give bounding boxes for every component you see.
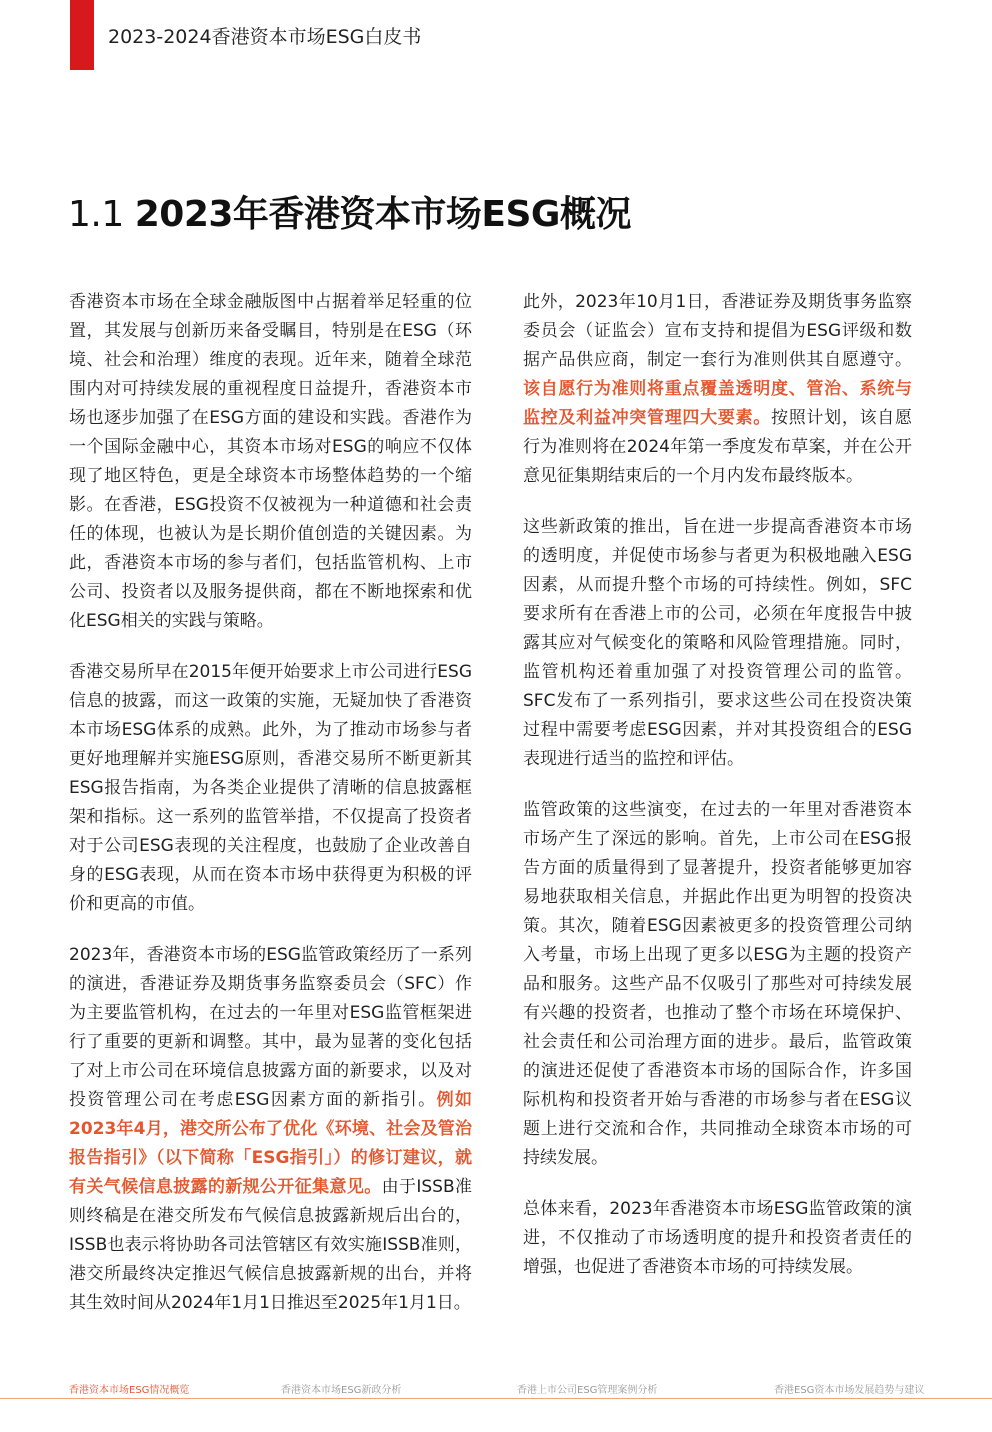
paragraph [69, 941, 472, 1318]
paragraph: 香港资本市场在全球金融版图中占据着举足轻重的位置，其发展与创新历来备受瞩目，特别是在ESG（环境、社会和治理）维度的表现。近年来，随着全球范围内对可持续发展的重视程度日益提升，香港资本市场也逐步加强了在ESG方面的建设和实践。香港作为一个国际金融中心，其资本市场对ESG的响应不仅体现了地区特色，更是全球资本市场整体趋势的一个缩影。在香港，ESG投资不仅被视为一种道德和社会责任的体现，也被认为是长期价值创造的关键因素。为此，香港资本市场的参与者们，包括监管机构、上市公司、投资者以及服务提供商，都在不断地探索和优化ESG相关的实践与策略。 [69, 292, 472, 631]
paragraph: 总体来看，2023年香港资本市场ESG监管政策的演进，不仅推动了市场透明度的提升和投资者责任的增强，也促进了香港资本市场的可持续发展。 [523, 1199, 912, 1277]
footer-nav-cases[interactable]: 香港上市公司ESG管理案例分析 [517, 1385, 658, 1396]
left-column [69, 288, 472, 1340]
footer-nav-overview[interactable]: 香港资本市场ESG情况概览 [69, 1385, 190, 1396]
footer-nav-trends[interactable]: 香港ESG资本市场发展趋势与建议 [774, 1385, 925, 1396]
footer-nav-policy[interactable]: 香港资本市场ESG新政分析 [281, 1385, 402, 1396]
paragraph-text: 此外，2023年10月1日，香港证券及期货事务监察委员会（证监会）宣布支持和提倡为ESG评级和数据产品供应商，制定一套行为准则供其自愿遵守。 [523, 292, 912, 370]
paragraph: 监管政策的这些演变，在过去的一年里对香港资本市场产生了深远的影响。首先，上市公司在ESG报告方面的质量得到了显著提升，投资者能够更加容易地获取相关信息，并据此作出更为明智的投资决策。其次，随着ESG因素被更多的投资管理公司纳入考量，市场上出现了更多以ESG为主题的投资产品和服务。这些产品不仅吸引了那些对可持续发展有兴趣的投资者，也推动了整个市场在环境保护、社会责任和公司治理方面的进步。最后，监管政策的演进还促使了香港资本市场的国际合作，许多国际机构和投资者开始与香港的市场参与者在ESG议题上进行交流和合作，共同推动全球资本市场的可持续发展。 [523, 800, 912, 1168]
paragraph-text: 2023年，香港资本市场的ESG监管政策经历了一系列的演进，香港证券及期货事务监察委员会（SFC）作为主要监管机构，在过去的一年里对ESG监管框架进行了重要的更新和调整。其中，最为显著的变化包括了对上市公司在环境信息披露方面的新要求，以及对投资管理公司在考虑ESG因素方面的新指引。 [69, 945, 472, 1110]
section-title-text: 2023年香港资本市场ESG概况 [134, 194, 631, 235]
paragraph [523, 288, 912, 491]
paragraph: 香港交易所早在2015年便开始要求上市公司进行ESG信息的披露，而这一政策的实施，无疑加快了香港资本市场ESG体系的成熟。此外，为了推动市场参与者更好地理解并实施ESG原则，香港交易所不断更新其ESG报告指南，为各类企业提供了清晰的信息披露框架和指标。这一系列的监管举措，不仅提高了投资者对于公司ESG表现的关注程度，也鼓励了企业改善自身的ESG表现，从而在资本市场中获得更为积极的评价和更高的市值。 [69, 662, 472, 914]
footer-divider [0, 1398, 992, 1399]
highlighted-text: 该自愿行为准则将重点覆盖透明度、管治、系统与监控及利益冲突管理四大要素。 [523, 379, 912, 428]
header-accent-bar [70, 0, 94, 70]
paragraph: 这些新政策的推出，旨在进一步提高香港资本市场的透明度，并促使市场参与者更为积极地融入ESG因素，从而提升整个市场的可持续性。例如，SFC要求所有在香港上市的公司，必须在年度报告中披露其应对气候变化的策略和风险管理措施。同时，监管机构还着重加强了对投资管理公司的监管。SFC发布了一系列指引，要求这些公司在投资决策过程中需要考虑ESG因素，并对其投资组合的ESG表现进行适当的监控和评估。 [523, 517, 912, 769]
section-title [68, 186, 631, 237]
paragraph-text: 按照计划，该自愿行为准则将在2024年第一季度发布草案，并在公开意见征集期结束后的一个月内发布最终版本。 [523, 408, 912, 486]
section-number: 1.1 [68, 194, 124, 235]
right-column [523, 288, 912, 1304]
paragraph-text: 由于ISSB准则终稿是在港交所发布气候信息披露新规后出台的，ISSB也表示将协助各司法管辖区有效实施ISSB准则，港交所最终决定推迟气候信息披露新规的出台，并将其生效时间从2024年1月1日推迟至2025年1月1日。 [69, 1177, 473, 1313]
header-title: 2023-2024香港资本市场ESG白皮书 [108, 26, 422, 48]
highlighted-text: 例如2023年4月，港交所公布了优化《环境、社会及管治报告指引》（以下简称「ESG指引」）的修订建议，就有关气候信息披露的新规公开征集意见。 [69, 1090, 472, 1197]
